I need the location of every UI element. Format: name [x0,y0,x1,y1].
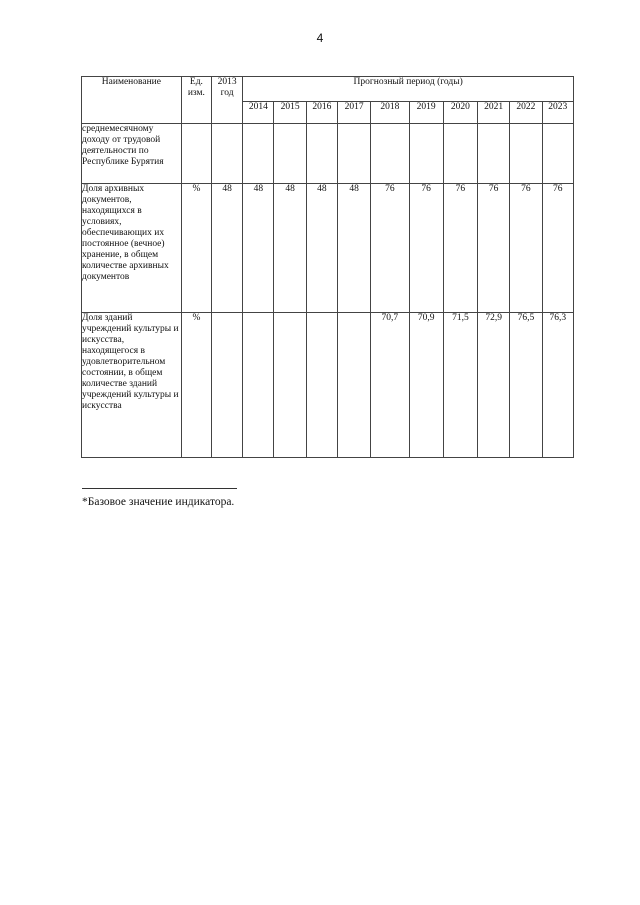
indicator-value: 76 [510,184,542,313]
indicator-value [510,124,542,184]
column-header-unit: Ед. изм. [181,77,211,124]
column-header-year: 2023 [542,102,573,124]
indicator-value [337,313,370,458]
indicator-value: 48 [306,184,337,313]
indicator-value: 70,7 [371,313,409,458]
table-row [82,313,574,458]
column-header-name: Наименование [82,77,182,124]
indicator-value [306,124,337,184]
page-number: 4 [316,31,324,45]
footnote-separator [82,488,237,489]
footnote: *Базовое значение индикатора. [82,496,235,508]
indicator-value: 48 [243,184,274,313]
indicators-table [81,76,574,458]
indicator-value: 48 [274,184,306,313]
indicator-value: 76,5 [510,313,542,458]
indicator-value [409,124,443,184]
indicator-name: Доля зданий учреждений культуры и искусства, находящегося в удовлетворительном состоянии, в общем количестве зданий учреждений культуры и искусства [82,313,182,458]
indicator-value [542,124,573,184]
column-header-year: 2018 [371,102,409,124]
table-row [82,124,574,184]
column-header-year: 2021 [478,102,510,124]
indicator-value [274,313,306,458]
indicator-value: 72,9 [478,313,510,458]
indicator-value: 48 [337,184,370,313]
indicator-value: 76 [409,184,443,313]
indicator-base-value [212,313,243,458]
column-header-year: 2014 [243,102,274,124]
indicator-value: 76 [443,184,477,313]
column-header-year: 2017 [337,102,370,124]
indicator-value: 76,3 [542,313,573,458]
indicator-name: среднемесячному доходу от трудовой деятельности по Республике Бурятия [82,124,182,184]
indicator-value [478,124,510,184]
indicator-value: 76 [371,184,409,313]
column-header-year: 2016 [306,102,337,124]
indicator-value [306,313,337,458]
indicator-value: 71,5 [443,313,477,458]
indicator-name: Доля архивных документов, находящихся в условиях, обеспечивающих их постоянное (вечное) хранение, в общем количестве архивных документов [82,184,182,313]
table-row [82,184,574,313]
indicator-value [443,124,477,184]
indicator-value: 76 [542,184,573,313]
indicator-value [274,124,306,184]
column-header-year: 2015 [274,102,306,124]
indicator-unit [181,124,211,184]
table-header-row [82,77,574,102]
indicator-unit: % [181,184,211,313]
indicator-value [371,124,409,184]
column-header-year: 2022 [510,102,542,124]
indicator-base-value: 48 [212,184,243,313]
column-header-year: 2020 [443,102,477,124]
indicator-value: 76 [478,184,510,313]
indicator-unit: % [181,313,211,458]
indicator-base-value [212,124,243,184]
column-header-base-year: 2013 год [212,77,243,124]
indicator-value: 70,9 [409,313,443,458]
indicator-value [243,124,274,184]
indicator-value [243,313,274,458]
column-header-forecast: Прогнозный период (годы) [243,77,574,102]
column-header-year: 2019 [409,102,443,124]
indicator-value [337,124,370,184]
